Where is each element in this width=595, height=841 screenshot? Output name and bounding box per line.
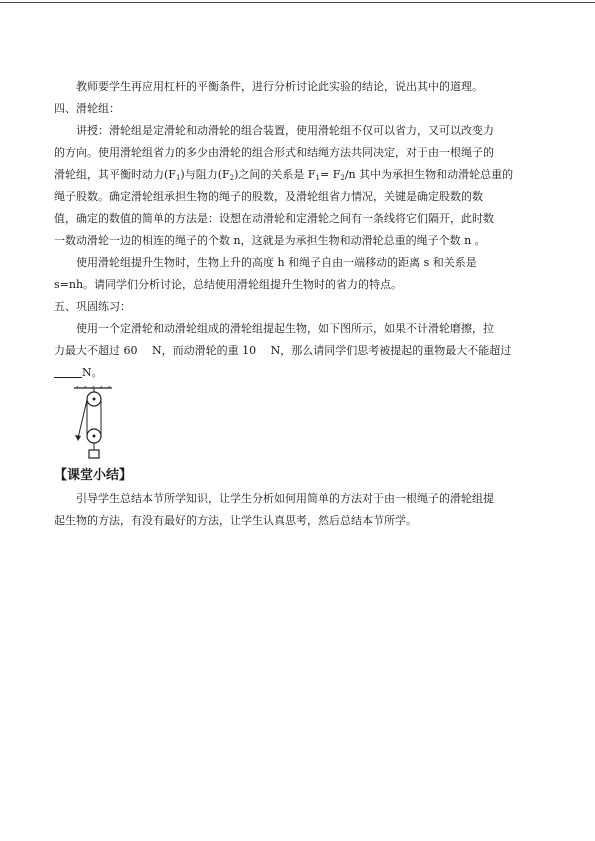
lecture-line-4: 绳子股数。确定滑轮组承担生物的绳子的股数，及滑轮组省力情况，关键是确定股数的数 [54, 190, 483, 203]
summary-line-2: 起生物的方法，有没有最好的方法，让学生认真思考，然后总结本节所学。 [54, 514, 417, 527]
pulley-diagram [66, 386, 126, 464]
lecture-line-1: 讲授：滑轮组是定滑轮和动滑轮的组合装置，使用滑轮组不仅可以省力，又可以改变力 [76, 124, 494, 137]
page-top-rule [0, 2, 595, 3]
lecture-line-5: 值，确定的数值的简单的方法是：设想在动滑轮和定滑轮之间有一条线将它们隔开，此时数 [54, 212, 494, 225]
summary-title: 【课堂小结】 [54, 468, 133, 483]
exercise-unit: N。 [82, 366, 103, 379]
answer-blank [54, 365, 82, 378]
relation-line-1: 使用滑轮组提升生物时，生物上升的高度 h 和绳子自由一端移动的距离 s 和关系是 [76, 256, 477, 269]
pull-arrow-icon [75, 435, 81, 441]
load-block [89, 450, 99, 458]
exercise-paragraph [54, 318, 542, 384]
lecture-line-6: 一数动滑轮一边的相连的绳子的个数 n，这就是为承担生物和动滑轮总重的绳子个数 n 。 [54, 234, 486, 247]
lecture-line-3-part-b: )与阻力(F [180, 168, 230, 181]
free-rope-end [78, 400, 87, 438]
section4-relation-paragraph [54, 252, 542, 296]
lecture-line-3-part-c: )之间的关系是 F [234, 168, 316, 181]
lecture-line-3-part-a: 滑轮组，其平衡时动力(F [54, 168, 176, 181]
exercise-line-1: 使用一个定滑轮和动滑轮组成的滑轮组提起生物，如下图所示，如果不计滑轮磨擦，拉 [76, 322, 494, 335]
summary-line-1: 引导学生总结本节所学知识，让学生分析如何用简单的方法对于由一根绳子的滑轮组提 [76, 492, 494, 505]
lecture-line-2: 的方向。使用滑轮组省力的多少由滑轮的组合形式和结绳方法共同决定，对于由一根绳子的 [54, 146, 494, 159]
section4-lecture-paragraph [54, 120, 542, 252]
subscript-3: 1 [315, 174, 320, 182]
subscript-1: 1 [175, 174, 181, 182]
section4-heading: 四、滑轮组： [54, 102, 120, 115]
lecture-line-3-part-e: /n 其中为承担生物和动滑轮总重的 [344, 168, 514, 181]
lecture-line-3-part-d: = F [319, 168, 341, 181]
lecture-line-3 [54, 164, 542, 186]
relation-line-2: s=nh。请同学们分析讨论，总结使用滑轮组提升生物时的省力的特点。 [54, 278, 403, 291]
section5-heading: 五、巩固练习： [54, 300, 131, 313]
pulley-system-figure [66, 386, 126, 464]
summary-paragraph [54, 488, 542, 532]
exercise-line-2: 力最大不超过 60 N，而动滑轮的重 10 N，那么请同学们思考被提起的重物最大不能超过 [54, 344, 512, 357]
subscript-2: 2 [229, 174, 235, 182]
section3-conclusion: 教师要学生再应用杠杆的平衡条件，进行分析讨论此实验的结论，说出其中的道理。 [76, 80, 483, 93]
subscript-4: 2 [340, 174, 345, 182]
document-body [54, 76, 542, 532]
exercise-line-3 [54, 362, 542, 384]
